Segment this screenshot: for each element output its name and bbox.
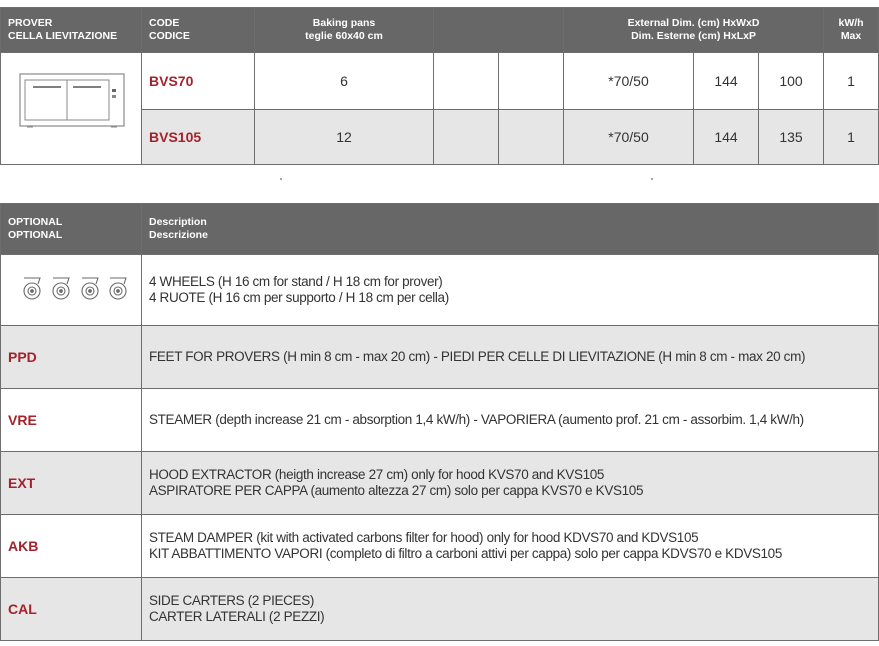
prover-table: [0, 7, 879, 165]
product-code: BVS70: [142, 53, 255, 110]
stray-dot: [280, 178, 282, 180]
option-code: EXT: [1, 452, 142, 515]
door-value: *70/50: [564, 110, 694, 165]
option-description: STEAMER (depth increase 21 cm - absorption 1,4 kW/h) - VAPORIERA (aumento prof. 21 cm - assorbim. 1,4 kW/h): [142, 389, 879, 452]
width-value: 135: [759, 110, 824, 165]
option-code: CAL: [1, 578, 142, 641]
baking-pans-value: 12: [255, 110, 434, 165]
height-value: 144: [694, 53, 759, 110]
option-description: FEET FOR PROVERS (H min 8 cm - max 20 cm) - PIEDI PER CELLE DI LIEVITAZIONE (H min 8 cm - max 20 cm): [142, 326, 879, 389]
empty-cell: [499, 110, 564, 165]
table-row: [1, 53, 879, 110]
table-row: [1, 515, 879, 578]
header-product: PROVER CELLA LIEVITAZIONE: [1, 8, 142, 53]
optional-table: [0, 203, 879, 641]
option-description: STEAM DAMPER (kit with activated carbons filter for hood) only for hood KDVS70 and KDVS105 KIT ABBATTIMENTO VAPORI (completo di filtro a carboni attivi per cappa) solo per cappa KDVS70 e KDVS105: [142, 515, 879, 578]
prover-image: [1, 53, 142, 165]
option-description: SIDE CARTERS (2 PIECES) CARTER LATERALI (2 PEZZI): [142, 578, 879, 641]
product-code: BVS105: [142, 110, 255, 165]
option-description: 4 WHEELS (H 16 cm for stand / H 18 cm for prover) 4 RUOTE (H 16 cm per supporto / H 18 cm per cella): [142, 255, 879, 326]
option-code: VRE: [1, 389, 142, 452]
table-row: [1, 389, 879, 452]
table-row: [1, 578, 879, 641]
option-code: PPD: [1, 326, 142, 389]
header-code: CODE CODICE: [142, 8, 255, 53]
header-optional: OPTIONAL OPTIONAL: [1, 204, 142, 255]
prover-header-row: [1, 8, 879, 53]
stray-dot: [651, 178, 653, 180]
option-code: AKB: [1, 515, 142, 578]
door-value: *70/50: [564, 53, 694, 110]
empty-cell: [434, 110, 499, 165]
option-description: HOOD EXTRACTOR (heigth increase 27 cm) only for hood KVS70 and KVS105 ASPIRATORE PER CAPPA (aumento altezza 27 cm) solo per cappa KVS70 e KVS105: [142, 452, 879, 515]
table-row: [1, 452, 879, 515]
header-description: Description Descrizione: [142, 204, 879, 255]
header-external-dim: External Dim. (cm) HxWxD Dim. Esterne (cm) HxLxP: [564, 8, 824, 53]
wheels-icon: [1, 255, 142, 321]
empty-cell: [434, 53, 499, 110]
header-empty: [434, 8, 564, 53]
header-baking-pans: Baking pans teglie 60x40 cm: [255, 8, 434, 53]
wheels-cell: [1, 255, 142, 326]
table-row: [1, 255, 879, 326]
power-value: 1: [824, 110, 879, 165]
optional-header-row: [1, 204, 879, 255]
prover-cabinet-icon: [1, 53, 142, 161]
height-value: 144: [694, 110, 759, 165]
table-row: [1, 326, 879, 389]
width-value: 100: [759, 53, 824, 110]
baking-pans-value: 6: [255, 53, 434, 110]
power-value: 1: [824, 53, 879, 110]
empty-cell: [499, 53, 564, 110]
header-power: kW/h Max: [824, 8, 879, 53]
